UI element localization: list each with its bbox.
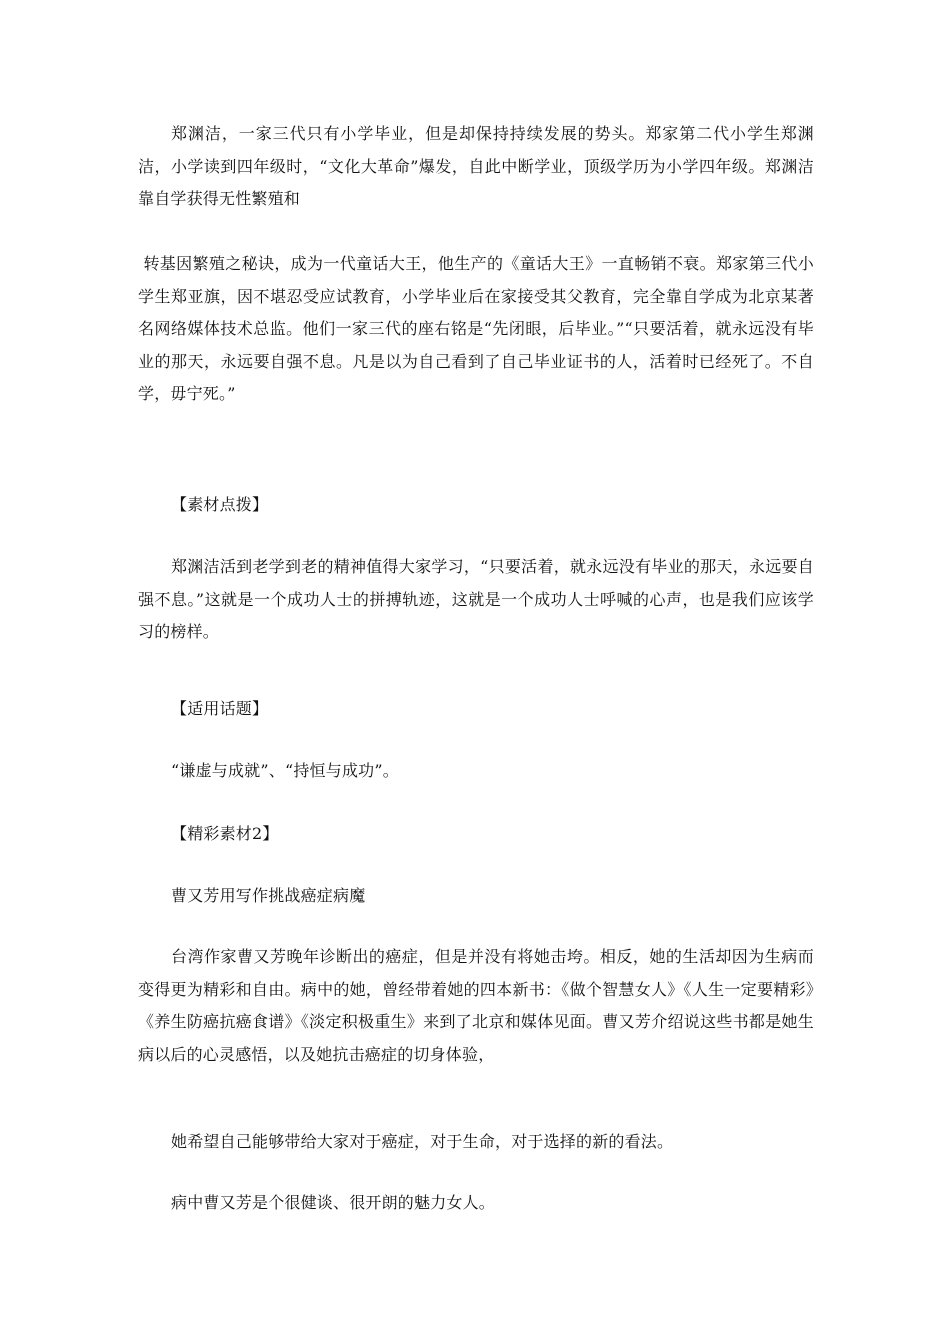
paragraph-material-tips: 郑渊洁活到老学到老的精神值得大家学习，“只要活着，就永远没有毕业的那天，永远要自强不息。”这就是一个成功人士的拼搏轨迹，这就是一个成功人士呼喊的心声，也是我们应该学习的榜样。 — [138, 557, 814, 641]
paragraph-cao-hope: 她希望自己能够带给大家对于癌症，对于生命，对于选择的新的看法。 — [171, 1132, 674, 1151]
material-subtitle: 曹又芳用写作挑战癌症病魔 — [171, 886, 366, 905]
section-heading-material-2: 【精彩素材2】 — [171, 824, 279, 843]
section-heading-material-tips: 【素材点拨】 — [171, 495, 269, 514]
section-heading-applicable-topics: 【适用话题】 — [171, 699, 269, 718]
paragraph-zheng-intro: 郑渊洁，一家三代只有小学毕业，但是却保持持续发展的势头。郑家第二代小学生郑渊洁，小学读到四年级时，“文化大革命”爆发，自此中断学业，顶级学历为小学四年级。郑渊洁靠自学获得无性繁殖和 — [138, 124, 814, 208]
paragraph-zheng-family: 转基因繁殖之秘诀，成为一代童话大王，他生产的《童话大王》一直畅销不衰。郑家第三代小学生郑亚旗，因不堪忍受应试教育，小学毕业后在家接受其父教育，完全靠自学成为北京某著名网络媒体技术总监。他们一家三代的座右铭是“先闭眼，后毕业。”“只要活着，就永远没有毕业的那天，永远要自强不息。凡是以为自己看到了自己毕业证书的人，活着时已经死了。不自学，毋宁死。” — [138, 254, 814, 403]
paragraph-applicable-topics: “谦虚与成就”、“持恒与成功”。 — [171, 761, 399, 780]
paragraph-cao-youfang: 台湾作家曹又芳晚年诊断出的癌症，但是并没有将她击垮。相反，她的生活却因为生病而变得更为精彩和自由。病中的她，曾经带着她的四本新书：《做个智慧女人》《人生一定要精彩》《养生防癌抗癌食谱》《淡定积极重生》来到了北京和媒体见面。曹又芳介绍说这些书都是她生病以后的心灵感悟，以及她抗击癌症的切身体验， — [138, 947, 814, 1064]
paragraph-cao-personality: 病中曹又芳是个很健谈、很开朗的魅力女人。 — [171, 1193, 496, 1212]
